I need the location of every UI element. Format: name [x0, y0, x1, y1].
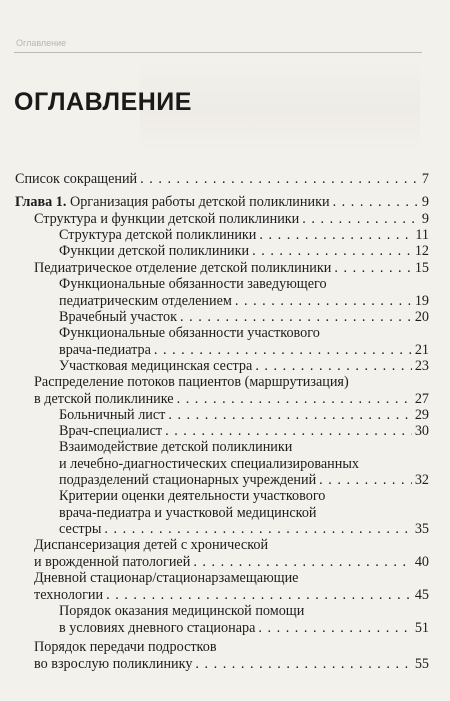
toc-leader	[302, 211, 419, 228]
toc-entry[interactable]	[59, 227, 429, 244]
toc-entry-title-line: врача-педиатра	[59, 341, 151, 358]
toc-leader	[258, 620, 411, 637]
toc-entry-title: Организация работы детской поликлиники	[69, 194, 330, 210]
toc-leader	[195, 656, 411, 673]
toc-leader	[104, 521, 411, 538]
toc-entry[interactable]	[59, 423, 429, 440]
toc-page-number: 40	[414, 553, 429, 570]
toc-entry-title-line: Порядок оказания медицинской помощи	[59, 603, 305, 619]
toc-leader	[255, 358, 411, 375]
toc-leader	[177, 391, 412, 408]
toc-entry-title-line: технологии	[34, 586, 104, 603]
toc-entry[interactable]	[34, 570, 429, 603]
toc-entry-title-line: и лечебно-диагностических специализированных	[59, 455, 359, 472]
toc-entry[interactable]	[59, 325, 429, 358]
toc-entry-title-line: Дневной стационар/стационарзамещающие	[34, 570, 299, 586]
toc-page-number: 11	[415, 227, 429, 243]
toc-entry-title-line: и врожденной патологией	[34, 553, 191, 570]
toc-entry-title: Структура детской поликлиники	[59, 227, 257, 243]
toc-entry-title: Больничный лист	[59, 407, 166, 423]
toc-page-number: 20	[414, 309, 429, 325]
toc-page-number: 51	[414, 619, 429, 636]
toc-page-number: 30	[414, 423, 429, 439]
toc-leader	[333, 194, 419, 211]
toc-entry-title-line: Функциональные обязанности заведующего	[59, 276, 327, 292]
toc-leader	[106, 587, 412, 604]
toc-entry-title-line: педиатрическим отделением	[59, 292, 232, 309]
toc-page-number: 23	[414, 358, 429, 374]
toc-entry[interactable]	[59, 276, 429, 309]
toc-entry-title: Функции детской поликлиники	[59, 243, 250, 259]
toc-page-number: 29	[414, 407, 429, 423]
toc-leader	[180, 309, 412, 326]
toc-page-number: 15	[414, 260, 429, 276]
toc-leader	[235, 293, 412, 310]
toc-entry[interactable]	[59, 603, 429, 636]
toc-entry-title-line: Критерии оценки деятельности участкового	[59, 488, 326, 504]
toc-entry-title-line: Порядок передачи подростков	[34, 639, 217, 655]
toc-entry-title-line: во взрослую поликлинику	[34, 655, 193, 672]
toc-page-number: 21	[414, 341, 429, 358]
toc-page-number: 7	[421, 171, 429, 187]
toc-entry-title-line: сестры	[59, 521, 102, 537]
toc-entry-title-line: врача-педиатра и участковой медицинской	[59, 504, 317, 521]
toc-entry[interactable]	[34, 639, 429, 672]
toc-entry-title: Список сокращений	[15, 171, 138, 187]
toc-page-number: 27	[414, 390, 429, 407]
toc-entry-title-line: Диспансеризация детей с хронической	[34, 537, 269, 553]
toc-entry-title-line: в детской поликлинике	[34, 390, 174, 407]
toc-entry-title: Врач-специалист	[59, 423, 163, 439]
toc-entry-title-line: в условиях дневного стационара	[59, 619, 256, 636]
running-header: Оглавление	[16, 38, 67, 48]
toc-leader	[319, 472, 412, 489]
toc-entry-title: Структура и функции детской поликлиники	[34, 211, 300, 227]
toc-entry-title-line: Взаимодействие детской поликлиники	[59, 439, 293, 455]
toc-entry[interactable]	[34, 260, 429, 277]
toc-leader	[334, 260, 411, 277]
toc-leader	[193, 554, 411, 571]
page-title: ОГЛАВЛЕНИЕ	[14, 88, 192, 116]
toc-chapter-entry[interactable]	[15, 194, 429, 211]
toc-entry[interactable]	[34, 537, 429, 570]
toc-page-number: 19	[414, 292, 429, 309]
toc-leader	[154, 342, 412, 359]
toc-page-number: 32	[414, 472, 429, 488]
toc-entry-title-line: Распределение потоков пациентов (маршрутизация)	[34, 374, 349, 390]
toc-entry-title-line: Функциональные обязанности участкового	[59, 325, 320, 341]
toc-entry[interactable]	[59, 488, 429, 538]
toc-page-number: 55	[414, 655, 429, 672]
toc-entry-title: Врачебный участок	[59, 309, 178, 325]
toc-entry[interactable]	[59, 309, 429, 326]
toc-page-number: 9	[421, 194, 429, 210]
toc-page-number: 45	[414, 586, 429, 603]
toc-page-number: 12	[414, 243, 429, 259]
toc-entry[interactable]	[15, 171, 429, 188]
toc-leader	[165, 423, 412, 440]
toc-entry[interactable]	[59, 358, 429, 375]
toc-entry-title: Участковая медицинская сестра	[59, 358, 253, 374]
toc-leader	[168, 407, 411, 424]
toc-leader	[252, 243, 412, 260]
toc-page-number: 9	[421, 211, 429, 227]
chapter-label: Глава 1.	[15, 194, 67, 210]
toc-entry[interactable]	[59, 407, 429, 424]
toc-page-number: 35	[414, 521, 429, 537]
toc-entry-title-line: подразделений стационарных учреждений	[59, 472, 317, 488]
toc-entry-title: Педиатрическое отделение детской поликлиники	[34, 260, 332, 276]
toc-entry[interactable]	[34, 374, 429, 407]
toc-entry[interactable]	[59, 439, 429, 489]
toc-leader	[259, 227, 412, 244]
toc-entry[interactable]	[59, 243, 429, 260]
toc-entry[interactable]	[34, 211, 429, 228]
toc-leader	[140, 171, 419, 188]
